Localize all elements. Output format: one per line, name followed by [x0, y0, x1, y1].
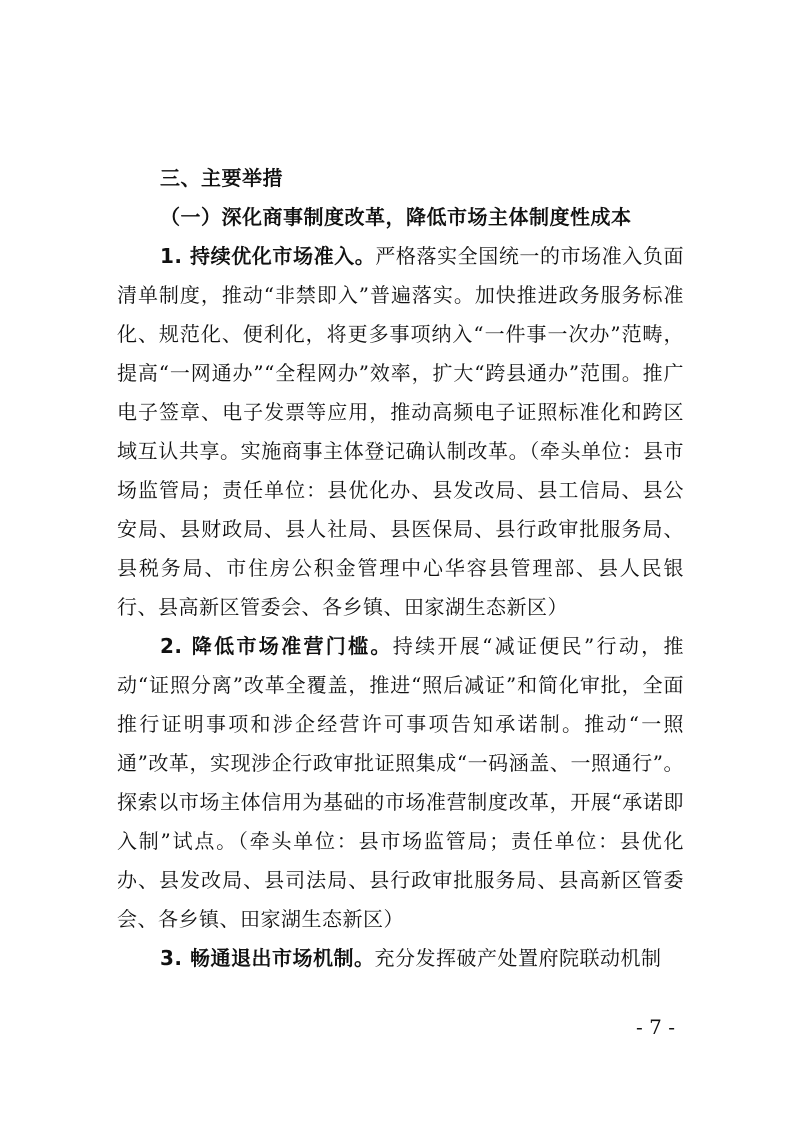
item-title: 2. 降低市场准营门槛。: [160, 634, 393, 658]
item-title: 3. 畅通退出市场机制。: [160, 946, 375, 970]
item-body: 充分发挥破产处置府院联动机制: [374, 946, 662, 970]
document-body: [117, 159, 684, 978]
paragraph-item-2: [117, 627, 684, 939]
item-title: 1. 持续优化市场准入。: [160, 244, 376, 268]
paragraph-item-1: [117, 237, 684, 627]
item-body: 持续开展“减证便民”行动，推动“证照分离”改革全覆盖，推进“照后减证”和简化审批，全面推行证明事项和涉企经营许可事项告知承诺制。推动“一照通”改革，实现涉企行政审批证照集成“一码涵盖、一照通行”。探索以市场主体信用为基础的市场准营制度改革，开展“承诺即入制”试点。（牵头单位：县市场监管局；责任单位：县优化办、县发改局、县司法局、县行政审批服务局、县高新区管委会、各乡镇、田家湖生态新区）: [117, 634, 684, 931]
sub-heading: （一）深化商事制度改革，降低市场主体制度性成本: [160, 205, 632, 229]
section-heading: 三、主要举措: [160, 166, 283, 190]
paragraph-item-3: [117, 939, 684, 978]
page-number: - 7 -: [636, 1015, 675, 1039]
item-body: 严格落实全国统一的市场准入负面清单制度，推动“非禁即入”普遍落实。加快推进政务服务标准化、规范化、便利化，将更多事项纳入“一件事一次办”范畴，提高“一网通办”“全程网办”效率，扩大“跨县通办”范围。推广电子签章、电子发票等应用，推动高频电子证照标准化和跨区域互认共享。实施商事主体登记确认制改革。（牵头单位：县市场监管局；责任单位：县优化办、县发改局、县工信局、县公安局、县财政局、县人社局、县医保局、县行政审批服务局、县税务局、市住房公积金管理中心华容县管理部、县人民银行、县高新区管委会、各乡镇、田家湖生态新区）: [117, 244, 685, 619]
